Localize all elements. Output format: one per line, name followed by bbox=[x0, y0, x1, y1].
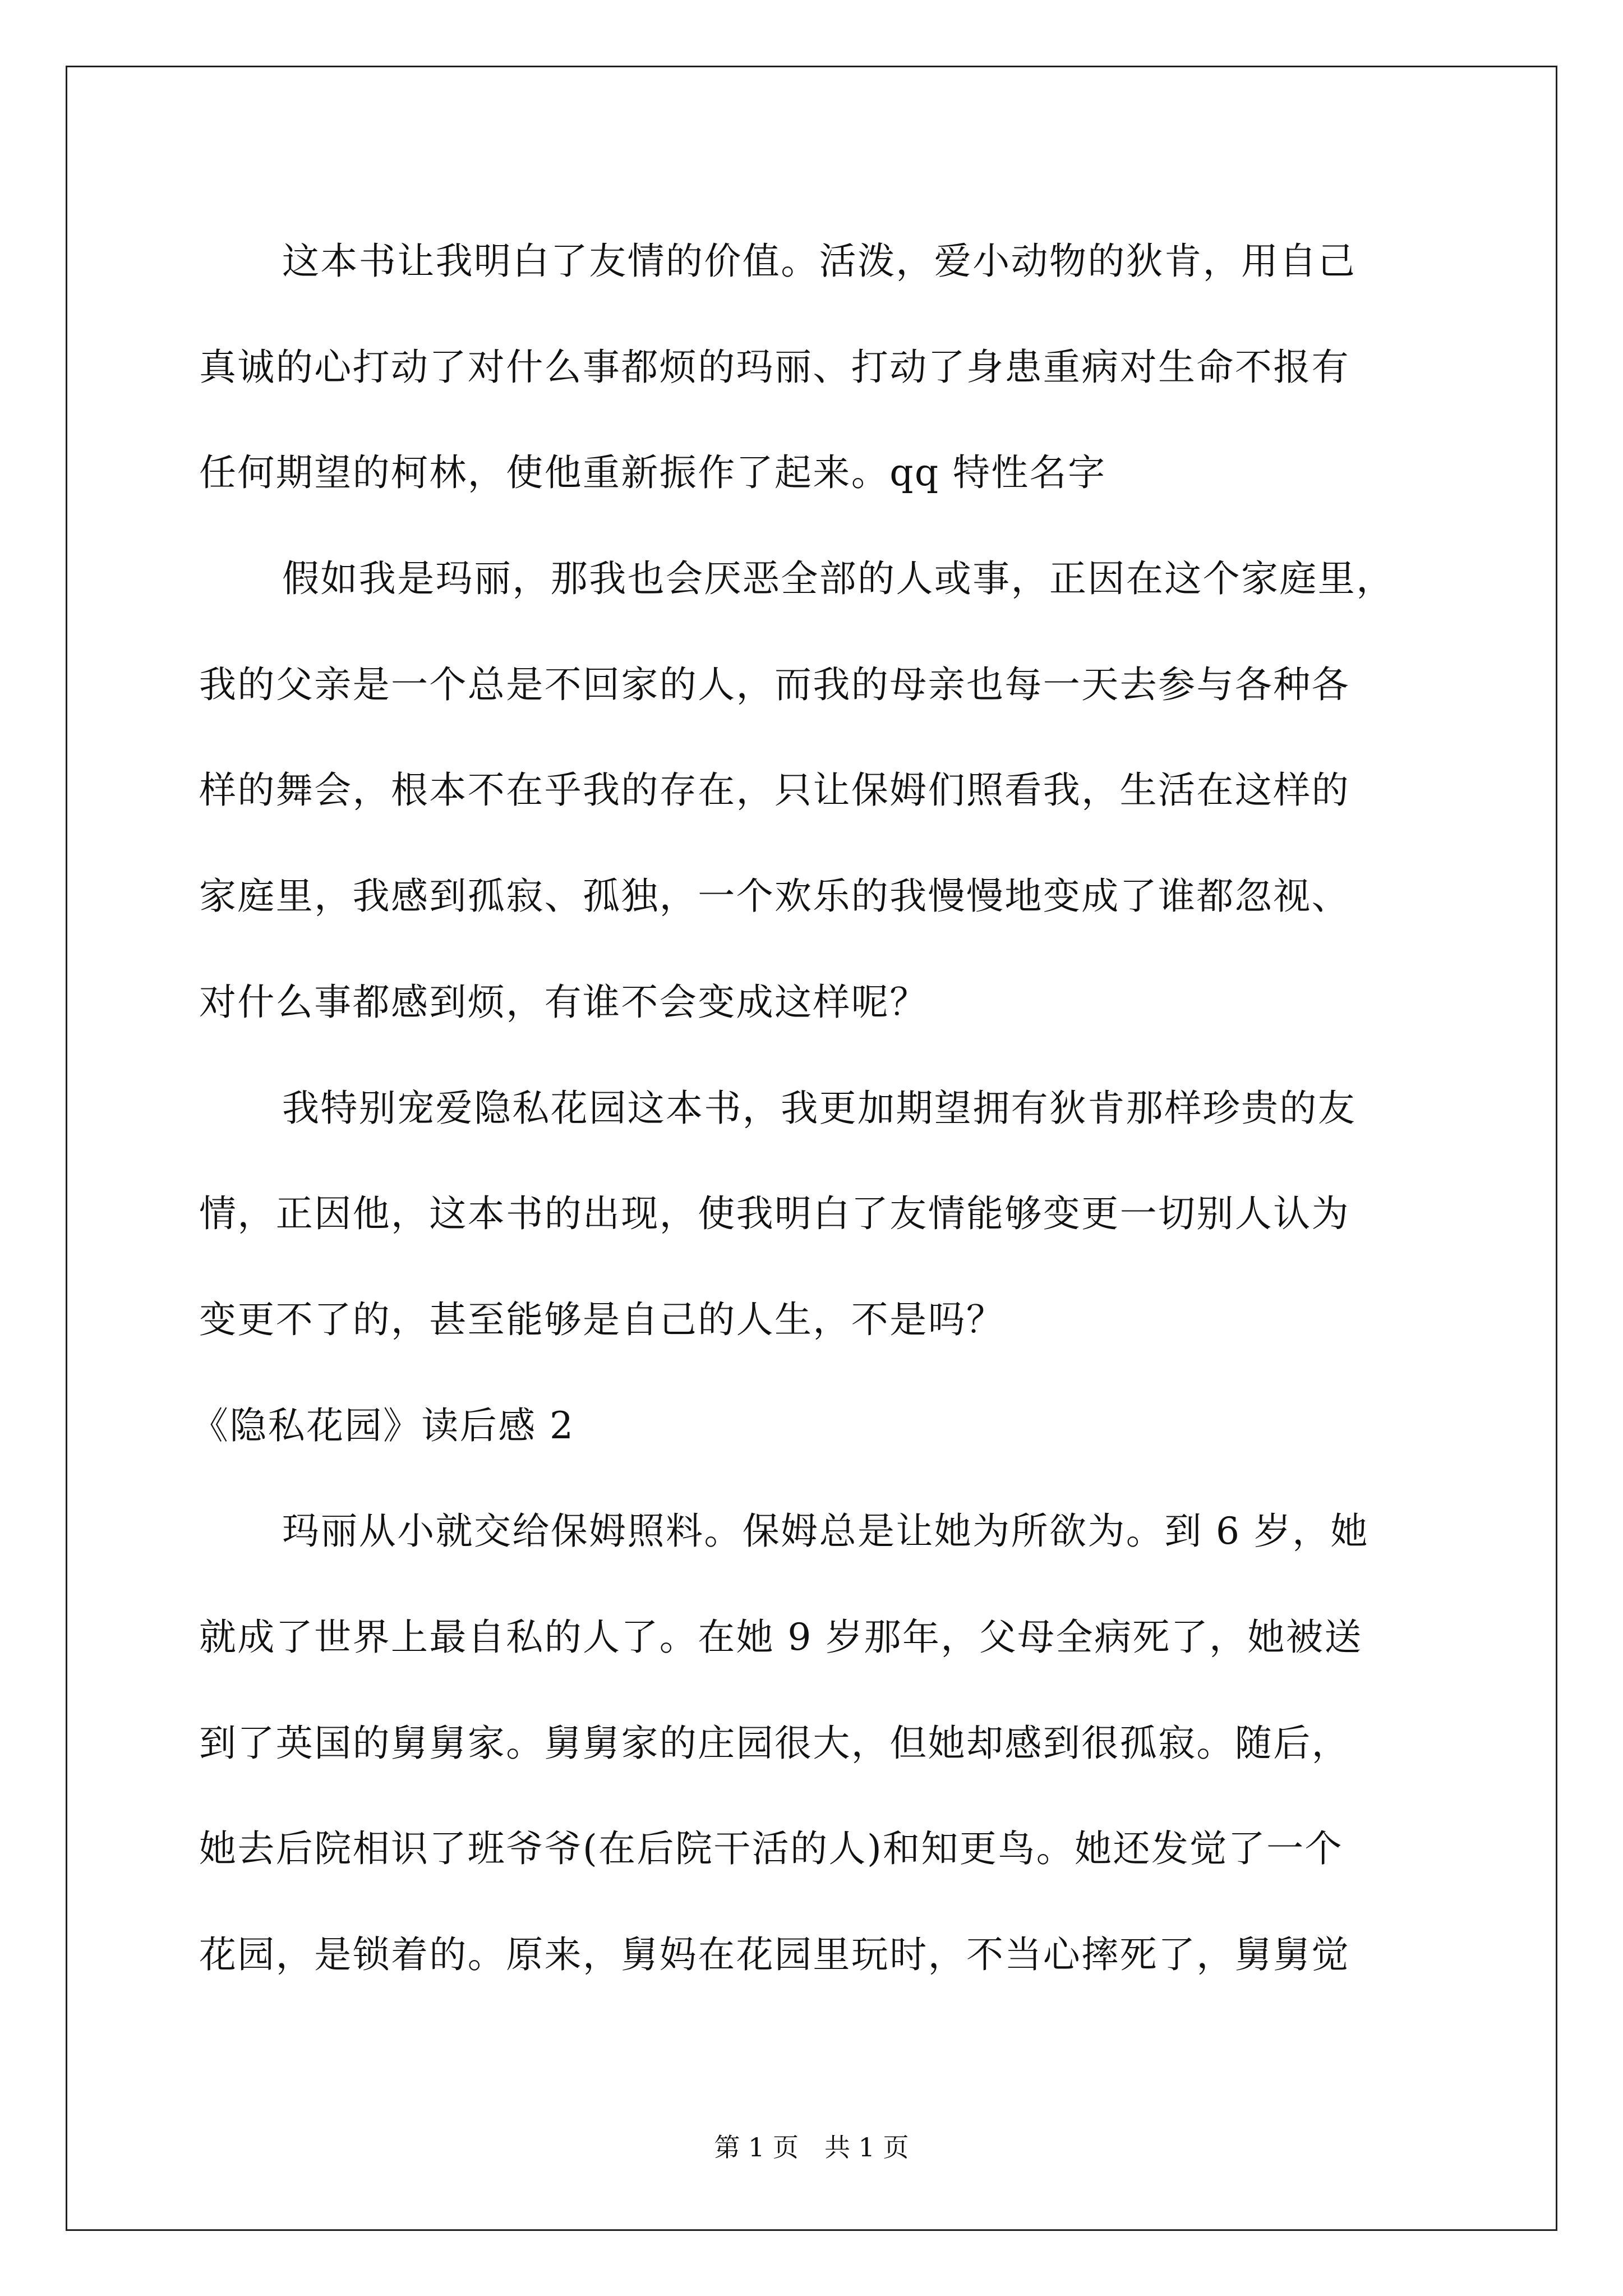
text-line: 任何期望的柯林，使他重新振作了起来。qq 特性名字 bbox=[199, 451, 1106, 495]
paragraph bbox=[199, 1479, 1427, 2008]
text-line: 到了英国的舅舅家。舅舅家的庄园很大，但她却感到很孤寂。随后， bbox=[199, 1721, 1350, 1765]
text-line: 真诚的心打动了对什么事都烦的玛丽、打动了身患重病对生命不报有 bbox=[199, 345, 1350, 389]
page-footer: 第 1 页 共 1 页 bbox=[714, 2132, 909, 2162]
paragraph bbox=[199, 1056, 1427, 1373]
heading-text: 《隐私花园》读后感 2 bbox=[191, 1404, 575, 1447]
text-line: 样的舞会，根本不在乎我的存在，只让保姆们照看我，生活在这样的 bbox=[199, 769, 1350, 812]
paragraph bbox=[199, 209, 1427, 526]
text-line: 情，正因他，这本书的出现，使我明白了友情能够变更一切别人认为 bbox=[199, 1192, 1350, 1236]
document-body bbox=[191, 209, 1427, 2008]
paragraph bbox=[199, 526, 1427, 1055]
text-line: 家庭里，我感到孤寂、孤独，一个欢乐的我慢慢地变成了谁都忽视、 bbox=[199, 875, 1350, 918]
text-line: 变更不了的，甚至能够是自己的人生，不是吗？ bbox=[199, 1297, 1005, 1341]
text-line: 假如我是玛丽，那我也会厌恶全部的人或事，正因在这个家庭里， bbox=[282, 557, 1395, 601]
text-line: 对什么事都感到烦，有谁不会变成这样呢？ bbox=[199, 980, 928, 1024]
text-line: 花园，是锁着的。原来，舅妈在花园里玩时，不当心摔死了，舅舅觉 bbox=[199, 1933, 1350, 1976]
text-line: 玛丽从小就交给保姆照料。保姆总是让她为所欲为。到 6 岁，她 bbox=[282, 1510, 1369, 1553]
text-line: 我的父亲是一个总是不回家的人，而我的母亲也每一天去参与各种各 bbox=[199, 662, 1350, 706]
text-line: 我特别宠爱隐私花园这本书，我更加期望拥有狄肯那样珍贵的友 bbox=[282, 1086, 1357, 1130]
section-heading bbox=[191, 1373, 1427, 1479]
text-line: 这本书让我明白了友情的价值。活泼，爱小动物的狄肯，用自己 bbox=[282, 240, 1357, 283]
text-line: 她去后院相识了班爷爷(在后院干活的人)和知更鸟。她还发觉了一个 bbox=[199, 1827, 1343, 1871]
text-line: 就成了世界上最自私的人了。在她 9 岁那年，父母全病死了，她被送 bbox=[199, 1615, 1363, 1659]
